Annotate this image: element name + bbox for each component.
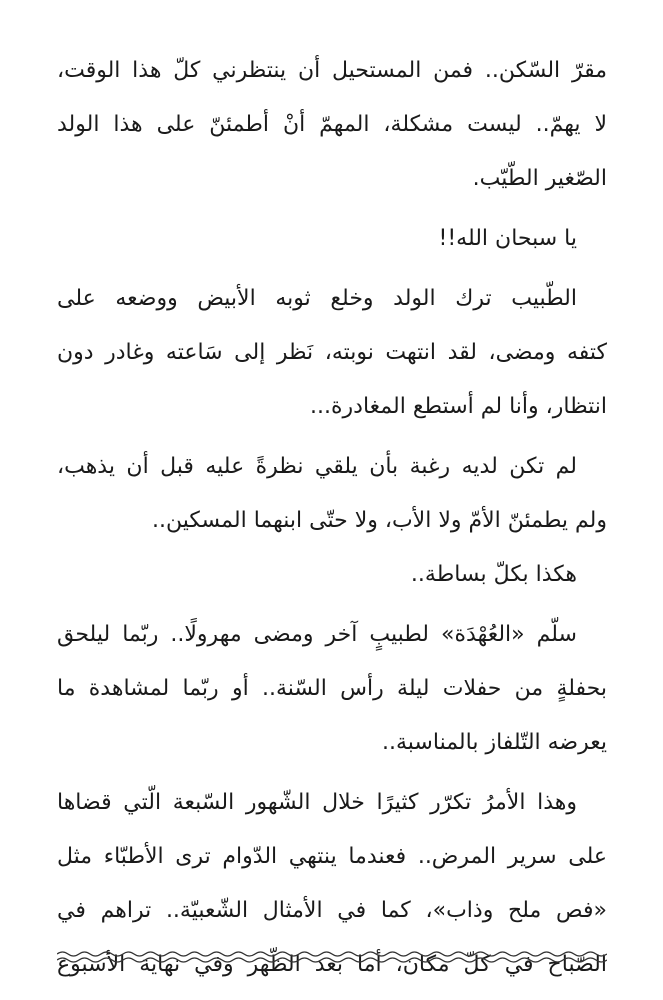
- book-page-text: [57, 44, 607, 992]
- text-line: على سرير المرض.. فعندما ينتهي الدّوام ترى الأطبّاء مثل: [57, 844, 607, 869]
- text-line: سلّم «العُهْدَة» لطبيبٍ آخر ومضى مهرولًا.. ربّما ليلحق: [57, 622, 577, 647]
- text-line: الصّغير الطّيّب.: [472, 166, 607, 191]
- text-line: «فص ملح وذاب»، كما في الأمثال الشّعبيّة.. تراهم في: [57, 898, 607, 923]
- text-line: لم تكن لديه رغبة بأن يلقي نظرةً عليه قبل أن يذهب،: [57, 454, 577, 479]
- text-line: ولم يطمئنّ الأمّ ولا الأب، ولا حتّى ابنهما المسكين..: [152, 508, 607, 533]
- text-line: بحفلةٍ من حفلات ليلة رأس السّنة.. أو ربّما لمشاهدة ما: [57, 676, 607, 701]
- text-line: لا يهمّ.. ليست مشكلة، المهمّ أنْ أطمئنّ على هذا الولد: [57, 112, 607, 137]
- text-line: مقرّ السّكن.. فمن المستحيل أن ينتظرني كلّ هذا الوقت،: [57, 58, 607, 83]
- text-line: كتفه ومضى، لقد انتهت نوبته، نَظر إلى سَاعته وغادر دون: [57, 340, 607, 365]
- text-line: وهذا الأمرُ تكرّر كثيرًا خلال الشّهور السّبعة الّتي قضاها: [57, 790, 577, 815]
- text-line: يا سبحان الله!!: [438, 226, 577, 251]
- text-line: يعرضه التّلفاز بالمناسبة..: [382, 730, 607, 755]
- text-line: الطّبيب ترك الولد وخلع ثوبه الأبيض ووضعه على: [57, 286, 577, 311]
- wavy-divider: [57, 950, 607, 964]
- text-line: انتظار، وأنا لم أستطع المغادرة...: [310, 394, 607, 419]
- text-line: هكذا بكلّ بساطة..: [410, 562, 577, 587]
- text-line: الصّباح في كلّ مكان، أما بعد الظّهر وفي نهاية الأسبوع: [57, 952, 607, 977]
